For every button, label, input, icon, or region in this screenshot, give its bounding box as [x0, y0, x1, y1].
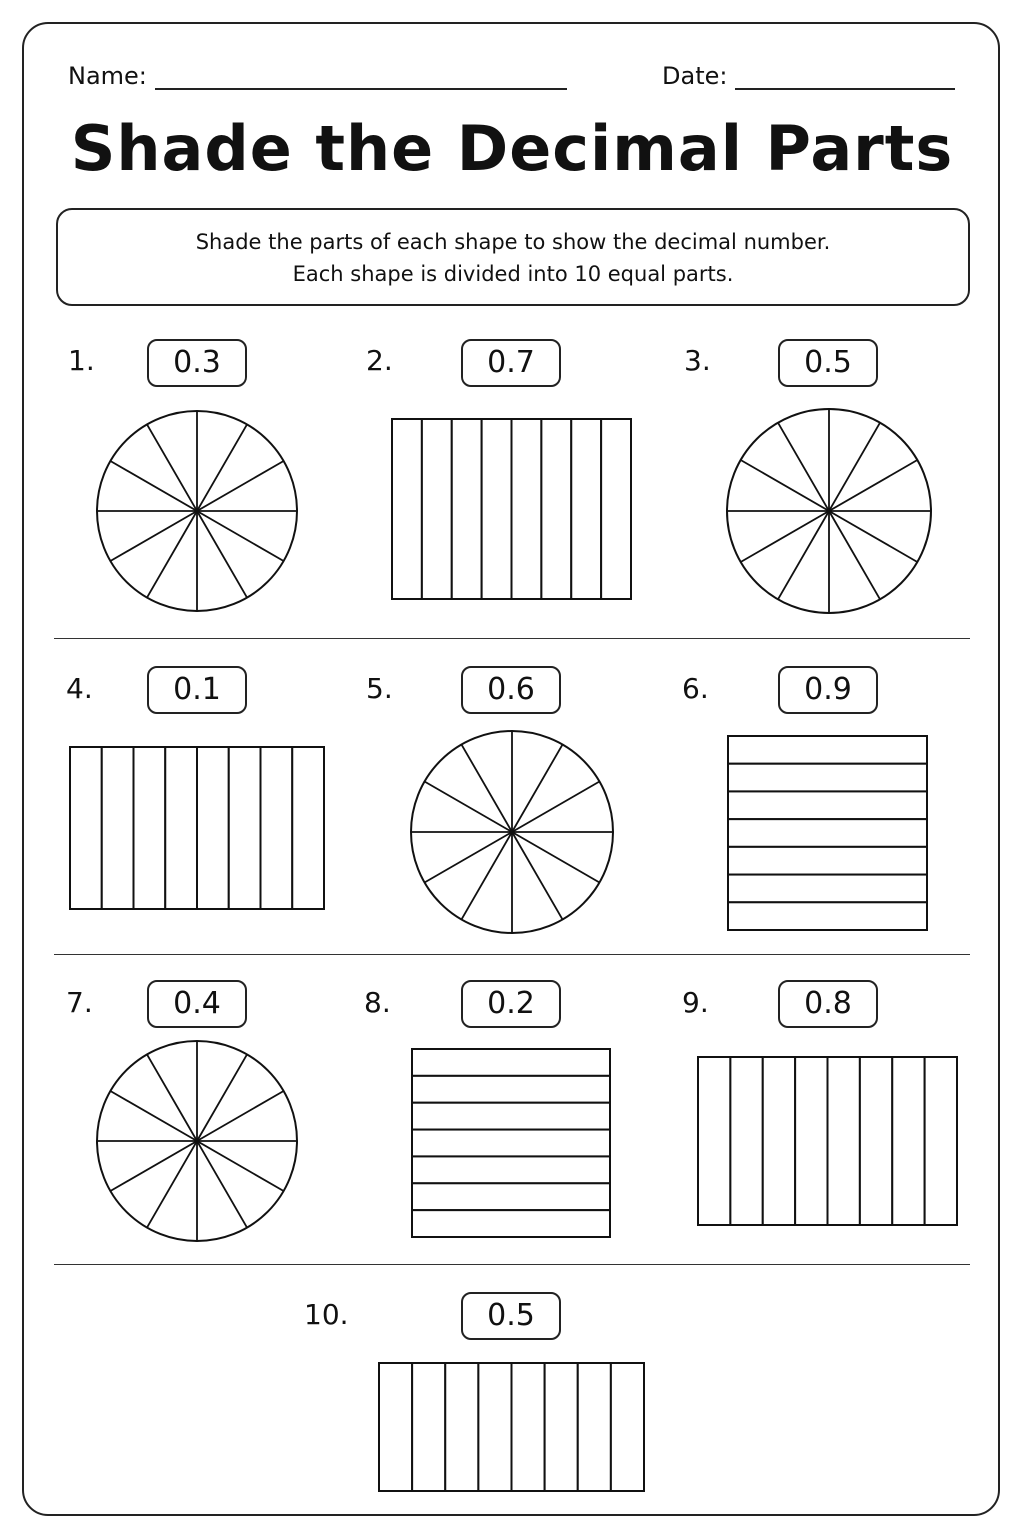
shape-part[interactable] — [828, 1057, 860, 1225]
shape-part[interactable] — [165, 747, 197, 909]
instructions-line-2: Each shape is divided into 10 equal parts. — [292, 262, 734, 286]
shape-part[interactable] — [728, 902, 927, 930]
shape-part[interactable] — [292, 747, 324, 909]
shape-part[interactable] — [412, 1076, 610, 1103]
problem-9-decimal: 0.8 — [778, 980, 878, 1028]
shape-part[interactable] — [445, 1363, 478, 1491]
shape-part[interactable] — [512, 1363, 545, 1491]
shape-part[interactable] — [571, 419, 601, 599]
page-title: Shade the Decimal Parts — [70, 112, 954, 185]
date-line[interactable] — [735, 64, 955, 90]
shape-part[interactable] — [925, 1057, 957, 1225]
shape-part[interactable] — [102, 747, 134, 909]
shape-part[interactable] — [578, 1363, 611, 1491]
problem-6-decimal: 0.9 — [778, 666, 878, 714]
instructions-line-1: Shade the parts of each shape to show the decimal number. — [195, 230, 831, 254]
problem-3-number: 3. — [684, 344, 711, 377]
row-divider — [54, 1264, 970, 1265]
shape-part[interactable] — [392, 419, 422, 599]
shape-part[interactable] — [478, 1363, 511, 1491]
problem-9-number: 9. — [682, 986, 709, 1019]
problem-2-decimal: 0.7 — [461, 339, 561, 387]
shape-part[interactable] — [860, 1057, 892, 1225]
problem-7-number: 7. — [66, 986, 93, 1019]
problem-6-number: 6. — [682, 672, 709, 705]
problem-5-decimal: 0.6 — [461, 666, 561, 714]
problem-1-circle[interactable] — [96, 408, 298, 614]
shape-part[interactable] — [412, 1363, 445, 1491]
problem-10-vertical-bars[interactable] — [378, 1362, 645, 1492]
shape-part[interactable] — [892, 1057, 924, 1225]
name-label: Name: — [68, 62, 147, 90]
problem-1-number: 1. — [68, 344, 95, 377]
shape-part[interactable] — [728, 736, 927, 764]
problem-6-horizontal-bars[interactable] — [727, 735, 928, 931]
shape-part[interactable] — [728, 764, 927, 792]
problem-10-number: 10. — [304, 1298, 349, 1331]
shape-part[interactable] — [412, 1130, 610, 1157]
date-field[interactable] — [662, 62, 955, 90]
problem-7-circle[interactable] — [96, 1040, 298, 1242]
row-divider — [54, 638, 970, 639]
shape-part[interactable] — [229, 747, 261, 909]
shape-part[interactable] — [379, 1363, 412, 1491]
shape-part[interactable] — [412, 1210, 610, 1237]
shape-part[interactable] — [763, 1057, 795, 1225]
shape-part[interactable] — [412, 1103, 610, 1130]
shape-part[interactable] — [261, 747, 293, 909]
shape-part[interactable] — [197, 747, 229, 909]
shape-part[interactable] — [601, 419, 631, 599]
shape-part[interactable] — [545, 1363, 578, 1491]
problem-1-decimal: 0.3 — [147, 339, 247, 387]
problem-8-number: 8. — [364, 986, 391, 1019]
problem-2-vertical-bars[interactable] — [391, 418, 632, 600]
problem-3-circle[interactable] — [726, 408, 932, 614]
problem-2-number: 2. — [366, 344, 393, 377]
name-field[interactable] — [68, 62, 567, 90]
shape-part[interactable] — [412, 1156, 610, 1183]
shape-part[interactable] — [611, 1363, 644, 1491]
problem-8-horizontal-bars[interactable] — [411, 1048, 611, 1238]
shape-part[interactable] — [412, 1183, 610, 1210]
problem-4-vertical-bars[interactable] — [69, 746, 325, 910]
problem-3-decimal: 0.5 — [778, 339, 878, 387]
shape-part[interactable] — [512, 419, 542, 599]
shape-part[interactable] — [482, 419, 512, 599]
shape-part[interactable] — [422, 419, 452, 599]
problem-5-number: 5. — [366, 672, 393, 705]
instructions-box — [56, 208, 970, 306]
shape-part[interactable] — [728, 875, 927, 903]
shape-part[interactable] — [728, 791, 927, 819]
problem-4-number: 4. — [66, 672, 93, 705]
problem-8-decimal: 0.2 — [461, 980, 561, 1028]
problem-10-decimal: 0.5 — [461, 1292, 561, 1340]
date-label: Date: — [662, 62, 728, 90]
shape-part[interactable] — [728, 819, 927, 847]
shape-part[interactable] — [728, 847, 927, 875]
shape-part[interactable] — [730, 1057, 762, 1225]
problem-9-vertical-bars[interactable] — [697, 1056, 958, 1226]
problem-4-decimal: 0.1 — [147, 666, 247, 714]
shape-part[interactable] — [698, 1057, 730, 1225]
shape-part[interactable] — [412, 1049, 610, 1076]
shape-part[interactable] — [452, 419, 482, 599]
shape-part[interactable] — [70, 747, 102, 909]
shape-part[interactable] — [541, 419, 571, 599]
problem-5-circle[interactable] — [410, 730, 614, 934]
shape-part[interactable] — [795, 1057, 827, 1225]
row-divider — [54, 954, 970, 955]
shape-part[interactable] — [134, 747, 166, 909]
name-line[interactable] — [155, 64, 567, 90]
problem-7-decimal: 0.4 — [147, 980, 247, 1028]
